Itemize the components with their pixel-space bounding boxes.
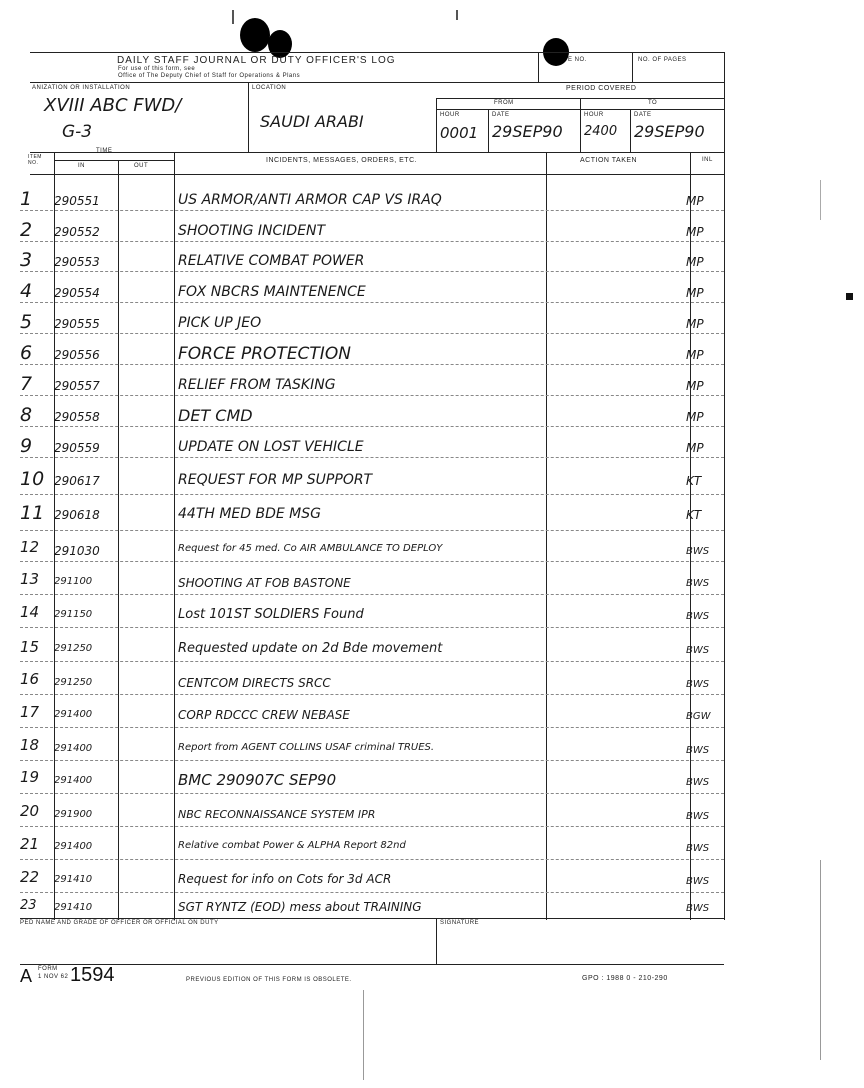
entry-time-in: 291250 [54,677,93,688]
column-line-out [174,152,175,920]
to-label: TO [648,100,658,106]
entry-time-in: 291400 [54,709,93,720]
entry-subject: Request for info on Cots for 3d ACR [178,872,392,886]
entry-subject: Request for 45 med. Co AIR AMBULANCE TO DEPLOY [178,543,443,554]
entry-underline [20,426,724,428]
entry-time-in: 290553 [54,255,100,269]
entry-time-in: 291400 [54,841,93,852]
entry-number: 3 [20,249,33,271]
entry-subject: FOX NBCRS MAINTENENCE [178,284,366,300]
entry-initials: MP [686,255,704,269]
entry-initials: BWS [686,745,710,756]
entry-initials: MP [686,379,704,393]
entry-time-in: 291900 [54,809,93,820]
entry-initials: BWS [686,777,710,788]
entry-initials: BWS [686,679,710,690]
entry-time-in: 291410 [54,902,93,913]
time-header-subline [54,160,174,161]
entry-time-in: 290551 [54,194,100,208]
entry-underline [20,210,724,212]
entry-initials: BWS [686,876,710,887]
entry-time-in: 291100 [54,576,93,587]
officer-name-label: PED NAME AND GRADE OF OFFICER OR OFFICIAL ON DUTY [20,920,219,926]
entry-number: 11 [20,502,45,524]
entry-initials: MP [686,410,704,424]
entry-underline [20,627,724,629]
entry-subject: BMC 290907C SEP90 [178,771,337,789]
entry-time-in: 291250 [54,643,93,654]
ink-blot [268,30,292,58]
scan-speck [820,860,821,1060]
signature-label: SIGNATURE [440,920,480,926]
entry-underline [20,333,724,335]
in-header: IN [78,163,85,169]
incidents-header: INCIDENTS, MESSAGES, ORDERS, ETC. [266,157,418,164]
entry-number: 21 [20,835,40,853]
entry-time-in: 291030 [54,544,100,558]
entry-time-in: 290617 [54,474,100,488]
form-label: FORM [38,966,58,972]
page-no-label: E NO. [568,57,587,63]
entry-number: 9 [20,435,33,457]
entry-underline [20,395,724,397]
org-value: G-3 [62,122,93,142]
footer-top-line [20,918,724,919]
entry-underline [20,727,724,729]
from-label: FROM [494,100,514,106]
scan-speck [846,293,853,300]
entry-initials: KT [686,508,702,522]
form-number: 1594 [70,964,115,986]
entry-subject: RELATIVE COMBAT POWER [178,253,365,269]
from-date-label: DATE [492,112,510,118]
entry-subject: PICK UP JEO [178,315,262,331]
entry-number: 1 [20,188,33,210]
entry-time-in: 290559 [54,441,100,455]
location-value: SAUDI ARABI [260,112,364,131]
entry-number: 6 [20,342,33,364]
entry-initials: BWS [686,903,710,914]
from-date-value: 29SEP90 [492,122,563,141]
form-subtitle-line2: Office of The Deputy Chief of Staff for Operations & Plans [118,73,301,79]
entry-time-in: 290552 [54,225,100,239]
period-divider [630,109,631,152]
entry-number: 16 [20,670,40,688]
action-header: ACTION TAKEN [580,157,638,164]
org-location-divider [248,82,249,152]
entry-subject: Requested update on 2d Bde movement [178,641,443,656]
form-date: 1 NOV 62 [38,974,69,980]
entry-initials: MP [686,194,704,208]
scan-speck [232,10,234,24]
location-label: LOCATION [252,85,287,91]
entry-subject: US ARMOR/ANTI ARMOR CAP VS IRAQ [178,192,442,208]
entry-underline [20,530,724,532]
org-label: ANIZATION OR INSTALLATION [32,85,131,91]
header-top-line [30,52,724,53]
entry-time-in: 290557 [54,379,100,393]
column-header-bottom [30,174,724,175]
entry-number: 2 [20,219,33,241]
entry-initials: MP [686,286,704,300]
header-divider [538,52,539,82]
entry-time-in: 291400 [54,743,93,754]
entry-underline [20,892,724,894]
entry-subject: RELIEF FROM TASKING [178,377,336,393]
entry-underline [20,793,724,795]
entry-initials: MP [686,317,704,331]
entry-subject: SGT RYNTZ (EOD) mess about TRAINING [178,900,422,914]
entry-number: 10 [20,468,45,490]
scan-speck [363,990,364,1080]
entry-time-in: 291410 [54,874,93,885]
entry-number: 17 [20,703,40,721]
entry-number: 5 [20,311,33,333]
entry-underline [20,826,724,828]
entry-time-in: 290554 [54,286,100,300]
entry-initials: BWS [686,645,710,656]
entry-number: 20 [20,802,40,820]
entry-subject: Lost 101ST SOLDIERS Found [178,607,364,622]
entry-underline [20,661,724,663]
entry-number: 18 [20,736,40,754]
entry-time-in: 291150 [54,609,93,620]
entry-subject: REQUEST FOR MP SUPPORT [178,472,373,488]
period-label: PERIOD COVERED [566,85,637,92]
entry-initials: BWS [686,843,710,854]
column-line-in [118,160,119,920]
out-header: OUT [134,163,149,169]
entry-subject: 44TH MED BDE MSG [178,506,321,522]
time-header: TIME [96,148,113,154]
entry-underline [20,694,724,696]
period-divider [488,109,489,152]
entry-initials: BWS [686,546,710,557]
entry-underline [20,561,724,563]
entry-number: 19 [20,768,40,786]
entry-subject: Report from AGENT COLLINS USAF criminal TRUES. [178,742,435,753]
entry-underline [20,457,724,459]
entry-initials: MP [686,441,704,455]
entry-subject: Relative combat Power & ALPHA Report 82nd [178,840,406,851]
entry-number: 7 [20,373,33,395]
entry-subject: FORCE PROTECTION [178,344,351,364]
entry-subject: DET CMD [178,406,253,425]
previous-edition-note: PREVIOUS EDITION OF THIS FORM IS OBSOLETE. [186,977,352,983]
entry-subject: CENTCOM DIRECTS SRCC [178,676,331,690]
entry-number: 14 [20,603,40,621]
ink-blot [240,18,270,52]
org-value: XVIII ABC FWD/ [44,95,182,116]
header-divider [632,52,633,82]
initials-header: INL [702,157,713,163]
entry-initials: BGW [686,711,711,722]
entry-underline [20,302,724,304]
period-divider [580,98,581,152]
entry-subject: CORP RDCCC CREW NEBASE [178,708,350,722]
entry-subject: SHOOTING AT FOB BASTONE [178,576,351,590]
entry-time-in: 290555 [54,317,100,331]
entry-underline [20,364,724,366]
entry-initials: MP [686,225,704,239]
entry-underline [20,859,724,861]
entry-time-in: 290556 [54,348,100,362]
entry-initials: BWS [686,611,710,622]
item-no-header: ITEM NO. [28,154,42,166]
entry-number: 13 [20,570,40,588]
form-subtitle-line1: For use of this form, see [118,66,196,72]
entry-subject: SHOOTING INCIDENT [178,223,326,239]
form-title: DAILY STAFF JOURNAL OR DUTY OFFICER'S LOG [117,55,396,66]
entry-underline [20,271,724,273]
from-hour-value: 0001 [440,124,479,142]
entry-subject: NBC RECONNAISSANCE SYSTEM IPR [178,808,376,821]
entry-time-in: 290558 [54,410,100,424]
gpo-note: GPO : 1988 0 - 210-290 [582,975,668,982]
entry-initials: MP [686,348,704,362]
entry-number: 22 [20,868,40,886]
entry-subject: UPDATE ON LOST VEHICLE [178,439,364,455]
entry-underline [20,760,724,762]
entry-number: 12 [20,538,40,556]
footer-bottom-line [20,964,724,965]
entry-number: 15 [20,638,40,656]
entry-number: 8 [20,404,33,426]
to-hour-label: HOUR [584,112,604,118]
entry-underline [20,494,724,496]
scan-speck [820,180,821,220]
scan-speck [456,10,458,20]
to-hour-value: 2400 [584,124,618,139]
org-row-line [30,82,724,83]
entry-initials: BWS [686,811,710,822]
form-prefix: A [20,966,33,986]
entry-number: 4 [20,280,33,302]
entry-time-in: 291400 [54,775,93,786]
from-hour-label: HOUR [440,112,460,118]
entry-underline [20,241,724,243]
entry-initials: KT [686,474,702,488]
entry-number: 23 [20,898,37,913]
period-divider [436,98,437,152]
to-date-label: DATE [634,112,652,118]
entry-underline [20,594,724,596]
no-pages-label: NO. OF PAGES [638,57,687,63]
entry-time-in: 290618 [54,508,100,522]
signature-divider [436,918,437,964]
to-date-value: 29SEP90 [634,122,705,141]
entry-initials: BWS [686,578,710,589]
column-header-top [30,152,724,153]
